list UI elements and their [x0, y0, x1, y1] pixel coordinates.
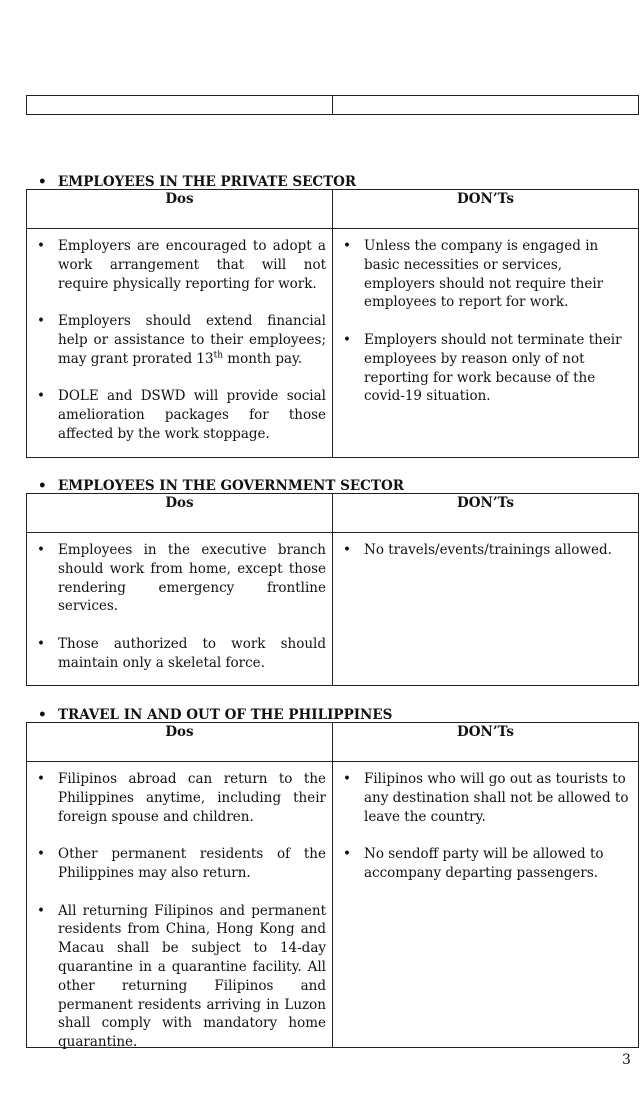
list-item [339, 541, 632, 560]
dos-header: Dos [165, 191, 194, 207]
list-item-text: Unless the company is engaged in basic necessities or services, employers should not require their employees to report for work. [364, 238, 604, 311]
list-item [339, 237, 632, 312]
section-heading [38, 708, 392, 722]
list-item [339, 845, 632, 883]
list-item-text: DOLE and DSWD will provide social amelioration packages for those affected by the work stoppage. [58, 388, 326, 442]
list-item-text: No travels/events/trainings allowed. [364, 542, 612, 558]
bullet-icon: • [343, 846, 351, 863]
bullet-icon: • [343, 542, 351, 558]
bullet-icon: • [37, 542, 45, 558]
bullet-icon: • [343, 331, 351, 348]
empty-cell-right [332, 96, 638, 114]
list-item-text: Filipinos abroad can return to the Philippines anytime, including their foreign spouse and children. [58, 771, 326, 825]
list-item-text: Employers are encouraged to adopt a work arrangement that will not require physically reporting for work. [58, 238, 326, 292]
dos-donts-table [26, 493, 639, 686]
list-item [33, 635, 326, 673]
dos-donts-table [26, 189, 639, 458]
table-header-row [27, 190, 638, 229]
dos-donts-table [26, 722, 639, 1051]
bullet-icon: • [37, 635, 45, 652]
empty-cell-left [27, 96, 332, 114]
bullet-icon: • [37, 902, 45, 919]
donts-header: DON’Ts [332, 494, 638, 532]
donts-column [332, 229, 638, 457]
list-item [33, 845, 326, 883]
dos-list [27, 533, 332, 673]
list-item-text: Employers should extend financial help or assistance to their employees; may grant prorated 13th month pay. [58, 313, 326, 367]
table-body-row [27, 762, 638, 1051]
section-heading-text: EMPLOYEES IN THE PRIVATE SECTOR [58, 174, 357, 190]
dos-column [27, 762, 332, 1051]
bullet-icon: • [37, 238, 45, 254]
table-body-row [27, 229, 638, 457]
list-item [33, 387, 326, 443]
list-item-text: Other permanent residents of the Philippines may also return. [58, 846, 326, 881]
bullet-icon: • [343, 771, 351, 787]
bullet-icon: • [38, 707, 47, 723]
continued-table-fragment [26, 95, 639, 115]
bullet-icon: • [38, 174, 47, 190]
donts-column [332, 762, 638, 1047]
list-item-text: Employees in the executive branch should work from home, except those rendering emergency frontline services. [58, 542, 326, 615]
list-item-text: All returning Filipinos and permanent residents from China, Hong Kong and Macau shall be subject to 14-day quarantine in a quarantine facility. All other returning Filipinos and permanent residents arriving in Luzon shall comply with mandatory home quarantine. [58, 902, 326, 1051]
section-heading-text: EMPLOYEES IN THE GOVERNMENT SECTOR [58, 478, 404, 494]
table-header-row [27, 723, 638, 762]
list-item-text: Those authorized to work should maintain only a skeletal force. [58, 635, 326, 671]
donts-list [333, 762, 638, 883]
bullet-icon: • [37, 846, 45, 863]
donts-header: DON’Ts [332, 723, 638, 761]
list-item [339, 770, 632, 826]
dos-column [27, 533, 332, 685]
page-number: 3 [622, 1052, 631, 1068]
dos-header: Dos [165, 724, 194, 740]
list-item [339, 331, 632, 406]
bullet-icon: • [343, 238, 351, 254]
dos-header: Dos [165, 495, 194, 511]
donts-column [332, 533, 638, 685]
donts-list [333, 533, 638, 560]
list-item [33, 312, 326, 368]
bullet-icon: • [37, 388, 45, 405]
donts-list [333, 229, 638, 406]
table-header-row [27, 494, 638, 533]
list-item [33, 770, 326, 826]
section-heading [38, 479, 404, 493]
dos-list [27, 762, 332, 1052]
dos-column [27, 229, 332, 457]
list-item-text: Filipinos who will go out as tourists to any destination shall not be allowed to leave the country. [364, 771, 629, 825]
bullet-icon: • [37, 313, 45, 330]
list-item [33, 902, 326, 1052]
list-item-text: No sendoff party will be allowed to accompany departing passengers. [364, 846, 604, 881]
bullet-icon: • [37, 771, 45, 787]
list-item-text: Employers should not terminate their employees by reason only of not reporting for work because of the covid-19 situation. [364, 331, 622, 405]
dos-list [27, 229, 332, 444]
list-item [33, 541, 326, 616]
bullet-icon: • [38, 478, 47, 494]
section-heading-text: TRAVEL IN AND OUT OF THE PHILIPPINES [58, 707, 393, 723]
section-heading [38, 175, 356, 189]
donts-header: DON’Ts [332, 190, 638, 228]
table-body-row [27, 533, 638, 685]
list-item [33, 237, 326, 293]
